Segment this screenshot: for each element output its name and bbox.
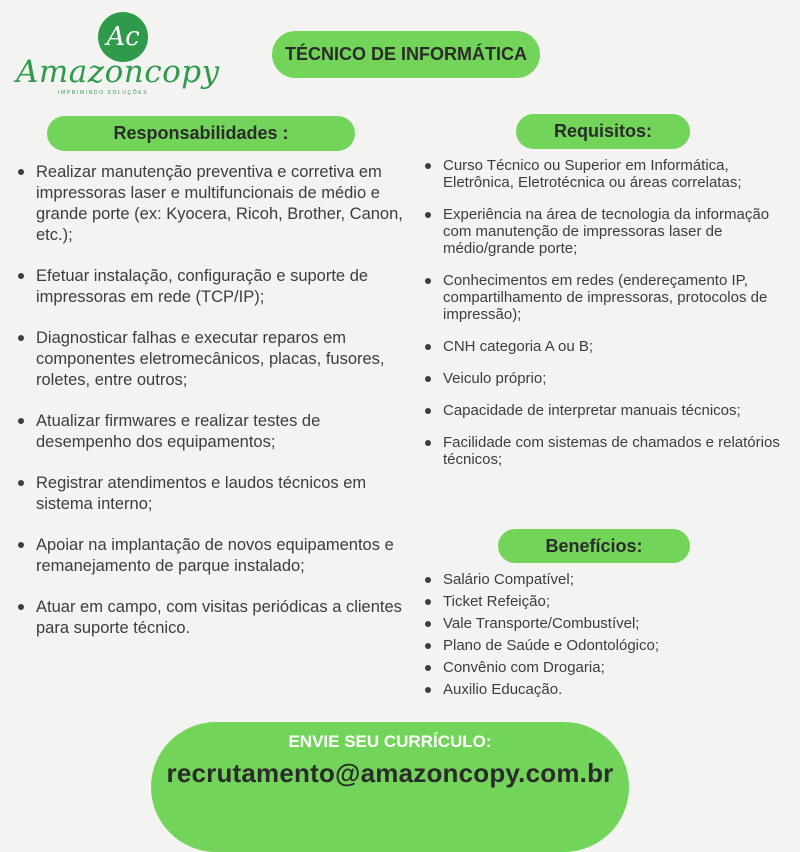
requirements-list	[423, 157, 795, 483]
logo-monogram: Ac	[98, 12, 148, 62]
company-logo	[16, 8, 220, 100]
footer-cta: ENVIE SEU CURRÍCULO:	[288, 732, 492, 751]
list-item: Experiência na área de tecnologia da informação com manutenção de impressoras laser de médio/grande porte;	[423, 206, 795, 257]
list-item: Capacidade de interpretar manuais técnicos;	[423, 402, 795, 419]
list-item: Facilidade com sistemas de chamados e relatórios técnicos;	[423, 434, 795, 468]
recruitment-email[interactable]: recrutamento@amazoncopy.com.br	[166, 758, 614, 788]
list-item: Atualizar firmwares e realizar testes de desempenho dos equipamentos;	[16, 411, 416, 453]
list-item: Registrar atendimentos e laudos técnicos em sistema interno;	[16, 473, 416, 515]
requirements-heading: Requisitos:	[516, 114, 690, 149]
list-item: Diagnosticar falhas e executar reparos em componentes eletromecânicos, placas, fusores, roletes, entre outros;	[16, 328, 416, 391]
logo-tagline: IMPRIMINDO SOLUÇÕES	[58, 90, 149, 96]
list-item: Auxilio Educação.	[423, 679, 793, 701]
list-item: Vale Transporte/Combustível;	[423, 613, 793, 635]
responsibilities-list	[16, 162, 416, 659]
list-item: Realizar manutenção preventiva e corretiva em impressoras laser e multifuncionais de médio e grande porte (ex: Kyocera, Ricoh, Brother, Canon, etc.);	[16, 162, 416, 246]
list-item: Atuar em campo, com visitas periódicas a clientes para suporte técnico.	[16, 597, 416, 639]
responsibilities-heading: Responsabilidades :	[47, 116, 355, 151]
list-item: Ticket Refeição;	[423, 591, 793, 613]
list-item: Conhecimentos em redes (endereçamento IP, compartilhamento de impressoras, protocolos de impressão);	[423, 272, 795, 323]
list-item: Apoiar na implantação de novos equipamentos e remanejamento de parque instalado;	[16, 535, 416, 577]
list-item: CNH categoria A ou B;	[423, 338, 795, 355]
list-item: Efetuar instalação, configuração e suporte de impressoras em rede (TCP/IP);	[16, 266, 416, 308]
benefits-list	[423, 569, 793, 701]
footer-banner	[151, 722, 629, 852]
benefits-heading: Benefícios:	[498, 529, 690, 563]
logo-wordmark: Amazoncopy	[16, 54, 220, 90]
list-item: Veiculo próprio;	[423, 370, 795, 387]
list-item: Plano de Saúde e Odontológico;	[423, 635, 793, 657]
list-item: Convênio com Drogaria;	[423, 657, 793, 679]
list-item: Curso Técnico ou Superior em Informática, Eletrônica, Eletrotécnica ou áreas correlatas;	[423, 157, 795, 191]
list-item: Salário Compatível;	[423, 569, 793, 591]
page-title: TÉCNICO DE INFORMÁTICA	[272, 31, 540, 78]
